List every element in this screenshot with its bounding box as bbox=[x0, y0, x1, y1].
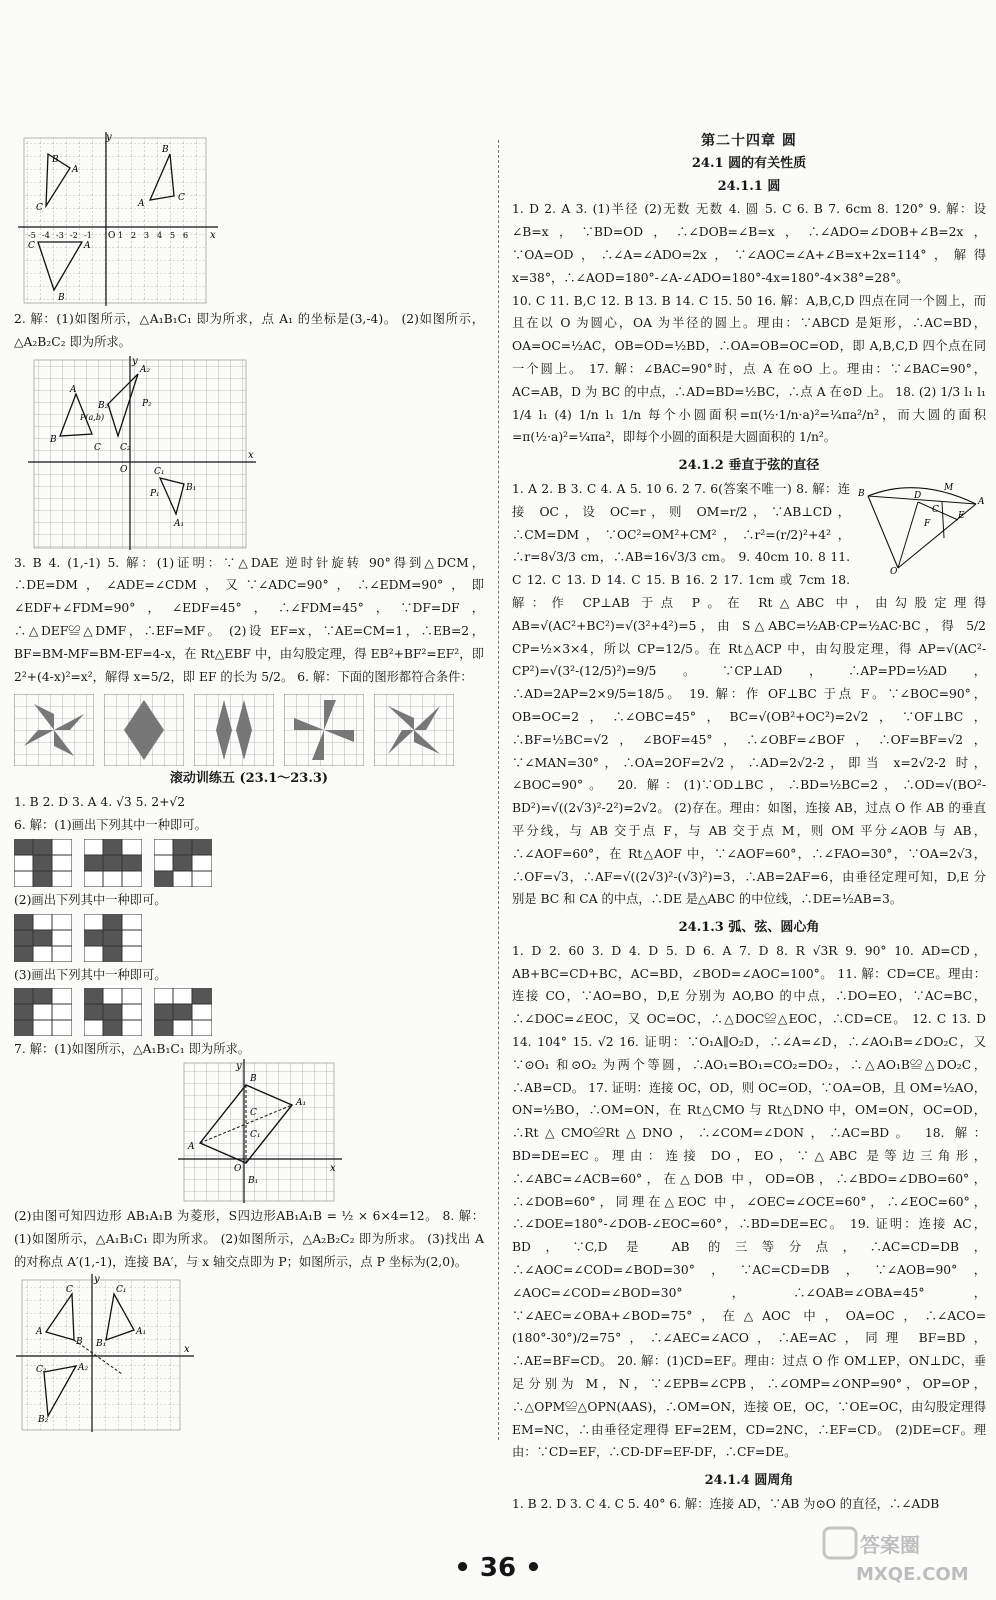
point-label: C bbox=[250, 1108, 257, 1119]
chapter-title: 第二十四章 圆 bbox=[701, 133, 797, 149]
pattern-5 bbox=[374, 694, 454, 766]
point-label: M bbox=[944, 482, 954, 493]
point-label: B₂ bbox=[38, 1414, 49, 1425]
gundong-answer-6-3: (3)画出下列其中一种即可。 bbox=[14, 967, 167, 982]
axis-y: y bbox=[94, 1273, 100, 1285]
block-figure bbox=[14, 988, 72, 1036]
tick: -2 bbox=[70, 231, 78, 240]
axis-x: x bbox=[184, 1343, 190, 1355]
block-figure bbox=[154, 839, 212, 887]
tick: 2 bbox=[131, 231, 137, 240]
pattern-1 bbox=[14, 694, 94, 766]
coordinate-grid-figure-3 bbox=[14, 1059, 484, 1205]
point-label: C bbox=[178, 193, 185, 203]
pattern-4 bbox=[284, 694, 364, 766]
point-label: C bbox=[28, 241, 35, 251]
axis-y: y bbox=[106, 132, 112, 143]
answers-24-1-2: 1. A 2. B 3. C 4. A 5. 10 6. 2 7. 6(答案不唯一) 8. 解：连接 OC，设 OC=r，则 OM=r/2，∵AB⊥CD，∴CM=DM，∵OC²=OM²+CM²，∴r²=(r/2)²+4²，∴r=8√3/3 cm，∴AB=16√3/3 cm。 9. 40cm 10. 8 11. C 12. C 13. D 14. C 15. B 16. 2 17. 1cm 或 7cm 18. 解：作 CP⊥AB 于点 P。在 Rt△ABC 中，由勾股定理得 AB=√(AC²+BC²)=√(3²+4²)=5，由 S△ABC=½AB·CP=½AC·BC，得 5/2 CP=½×3×4，所以 CP=12/5。在 Rt△ACP 中，由勾股定理，得 AP=√(AC²-CP²)=√(3²-(12/5)²)=9/5。∵CP⊥AD，∴AP=PD=½AD，∴AD=2AP=2×9/5=18/5。 19. 解：作 OF⊥BC 于点 F。∵∠BOC=90°，OB=OC=2，∴∠OBC=45°，BC=√(OB²+OC²)=2√2，∵OF⊥BC，∴BF=½BC=√2，∠BOF=45°，∴∠OBF=∠BOF，∴OF=BF=√2，∵∠MAN=30°，∴OA=2OF=2√2，∴AD=2√2-2，即当 x=2√2-2 时，∠BOC=90°。 20. 解：(1)∵OD⊥BC，∴BD=½BC=2，∴OD=√(BO²-BD²)=√((2√3)²-2²)=2√2。 (2)存在。理由：如图，连接 AB，过点 O 作 AB 的垂直平分线，与 AB 交于点 F，与 AB 交于点 M，则 OM 平分∠AOB 与 AB，∴∠AOF=60°，在 Rt△AOF 中，∵∠AOF=60°，∴∠FAO=30°，∵OA=2√3，∴OF=√3，∴AF=√((2√3)²-(√3)²)=3，∴AB=2AF=6，由垂径定理可知，D,E 分别是 BC 和 CA 的中点，∴DE 是△ABC 的中位线，∴DE=½AB=3。 bbox=[512, 481, 986, 907]
point-label: A bbox=[72, 165, 79, 175]
block-figure bbox=[14, 839, 72, 887]
tick: -3 bbox=[56, 231, 64, 240]
point-label: P₁ bbox=[150, 488, 160, 499]
section-title-24-1: 24.1 圆的有关性质 bbox=[691, 155, 807, 171]
point-label: A bbox=[138, 199, 145, 209]
axis-x: x bbox=[330, 1163, 336, 1175]
point-label: P₂ bbox=[142, 398, 152, 409]
axis-y: y bbox=[132, 355, 138, 367]
point-label: B bbox=[162, 145, 169, 155]
tick: 4 bbox=[157, 231, 163, 240]
point-label: O bbox=[890, 566, 898, 574]
point-label: B bbox=[858, 488, 865, 499]
point-label: C₁ bbox=[250, 1130, 261, 1141]
gundong-answer-7: 7. 解：(1)如图所示，△A₁B₁C₁ 即为所求。 bbox=[14, 1042, 251, 1057]
block-figures-2 bbox=[14, 914, 484, 962]
point-label: A bbox=[978, 496, 985, 507]
axis-x: x bbox=[248, 449, 254, 461]
block-figure bbox=[84, 839, 142, 887]
answers-24-1-1-b: 10. C 11. B,C 12. B 13. B 14. C 15. 50 16. 解：A,B,C,D 四点在同一个圆上，而且在以 O 为圆心，OA 为半径的圆上。理由：∵ABCD 是矩形，∴AC=BD，OA=OC=½AC，OB=OD=½BD，∴OA=OB=OC=OD，即 A,B,C,D 四个点在同一个圆上。 17. 解：∠BAC=90°时，点 A 在⊙O 上。理由：∵∠BAC=90°，AC=AB，D 为 BC 的中点，∴AD=BD=½BC，∴点 A 在⊙D 上。 18. (2) 1/3 l₁ l₁ 1/4 l₁ (4) 1/n l₁ 1/n 每个小圆面积=π(½·1/n·a)²=¼πa²/n²，而大圆的面积=π(½·a)²=¼πa²，即每个小圆的面积是大圆面积的 1/n²。 bbox=[512, 293, 986, 445]
tick: 5 bbox=[170, 231, 176, 240]
section-title-gundong: 滚动训练五 (23.1～23.3) bbox=[169, 771, 329, 787]
tick: 1 bbox=[118, 231, 124, 240]
answers-24-1-2-wrap bbox=[512, 478, 986, 911]
point-label: B bbox=[76, 1336, 83, 1347]
axis-origin: O bbox=[108, 231, 116, 241]
point-label: C bbox=[36, 203, 43, 213]
section-title-24-1-2: 24.1.2 垂直于弦的直径 bbox=[678, 458, 820, 474]
point-label: A bbox=[70, 384, 77, 395]
circle-sector-figure bbox=[858, 482, 986, 574]
watermark-logo bbox=[820, 1524, 970, 1586]
point-label: B bbox=[58, 293, 65, 303]
page-number: • 36 • bbox=[454, 1553, 542, 1583]
point-label: B₁ bbox=[186, 482, 197, 493]
point-label: A₂ bbox=[78, 1362, 89, 1373]
point-label: B bbox=[52, 155, 59, 165]
pattern-2 bbox=[104, 694, 184, 766]
tick: -1 bbox=[84, 231, 92, 240]
point-label: F bbox=[924, 518, 931, 529]
point-label: A bbox=[36, 1326, 43, 1337]
point-label: P(a,b) bbox=[80, 412, 105, 422]
gundong-answer-6-1: 6. 解：(1)画出下列其中一种即可。 bbox=[14, 817, 207, 832]
point-label: C bbox=[932, 504, 939, 515]
point-label: A bbox=[188, 1142, 195, 1153]
point-label: C bbox=[94, 442, 101, 453]
pattern-3 bbox=[194, 694, 274, 766]
block-figure bbox=[84, 914, 142, 962]
left-column bbox=[14, 130, 484, 1434]
point-label: A bbox=[84, 241, 91, 251]
watermark-url: MXQE.COM bbox=[856, 1564, 969, 1585]
point-label: A₁ bbox=[136, 1326, 147, 1337]
gundong-answer-7-8: (2)由图可知四边形 AB₁A₁B 为菱形，S四边形AB₁A₁B = ½ × 6×4=12。 8. 解：(1)如图所示，△A₁B₁C₁ 即为所求。 (2)如图所示，△A₂B₂C₂ 即为所求。 (3)找出 A 的对称点 A′(1,-1)，连接 BA′，与 x 轴交点即为 P；如图所示，点 P 坐标为(2,0)。 bbox=[14, 1209, 484, 1269]
coordinate-grid-figure-1 bbox=[14, 130, 224, 308]
watermark-text: 答案圈 bbox=[860, 1533, 920, 1557]
tick: 3 bbox=[144, 231, 150, 240]
point-label: A₂ bbox=[140, 364, 151, 375]
right-column bbox=[512, 130, 986, 1516]
point-label: E bbox=[958, 510, 965, 521]
answer-2: 2. 解：(1)如图所示，△A₁B₁C₁ 即为所求，点 A₁ 的坐标是(3,-4)。 (2)如图所示，△A₂B₂C₂ 即为所求。 bbox=[14, 312, 484, 349]
coordinate-grid-figure-4 bbox=[14, 1274, 214, 1434]
point-label: B bbox=[250, 1074, 257, 1085]
answers-24-1-3: 1. D 2. 60 3. D 4. D 5. D 6. A 7. D 8. R √3R 9. 90° 10. AD=CD，AB+BC=CD+BC，AC=BD，∠BOD=∠AOC=100°。 11. 解：CD=CE。理由：连接 CO，∵AO=BO，D,E 分别为 AO,BO 的中点，∴DO=EO，∵AC=BC，∴∠DOC=∠EOC，又 OC=OC，∴△DOC≌△EOC，∴CD=CE。 12. C 13. D 14. 104° 15. √2 16. 证明：∵O₁A∥O₂D，∴∠A=∠D，∴∠AO₁B=∠DO₂C，又∵⊙O₁ 和⊙O₂ 为两个等圆，∴AO₁=BO₁=CO₂=DO₂，∴△AO₁B≌△DO₂C，∴AB=CD。 17. 证明：连接 OC，OD，则 OC=OD，∵OA=OB，且 OM=½AO，ON=½BO，∴OM=ON，在 Rt△CMO 与 Rt△DNO 中，OM=ON，OC=OD，∴Rt△CMO≌Rt△DNO，∴∠COM=∠DON，∴AC=BD。 18. 解：BD=DE=EC。理由：连接 DO，EO，∵△ABC 是等边三角形，∴∠ABC=∠ACB=60°，在△DOB 中，OD=OB，∴∠BDO=∠DBO=60°，∴∠DOB=60°，同理在△EOC 中，∠OEC=∠OCE=60°，∴∠EOC=60°，∴∠DOE=180°-∠DOB-∠EOC=60°，∴BD=DE=EC。 19. 证明：连接 AC，BD，∵C,D 是 AB 的三等分点，∴AC=CD=DB，∴∠AOC=∠COD=∠BOD=30°，∵AC=CD=DB，∵∠AOB=90°，∠AOC=∠COD=∠BOD=30°，∴∠OAB=∠OBA=45°，∵∠AEC=∠OBA+∠BOD=75°，在△AOC 中，OA=OC，∴∠ACO=(180°-30°)/2=75°，∴∠AEC=∠ACO，∴AE=AC，同理 BF=BD，∴AE=BF=CD。 20. 解：(1)CD=EF。理由：过点 O 作 OM⊥EP，ON⊥DC，垂足分别为 M，N，∵∠EPB=∠CPB，∴∠OMP=∠ONP=90°，OP=OP，∴△OPM≌△OPN(AAS)，∴OM=ON，连接 OE，OC，∵OE=OC，由勾股定理得 EM=NC，∴由垂径定理得 EF=2EM，CD=2NC，∴EF=CD。 (2)DE=CF。理由：∵CD=EF，∴CD-DF=EF-DF，∴CF=DE。 bbox=[512, 943, 986, 1460]
point-label: A₁ bbox=[296, 1098, 307, 1109]
point-label: C bbox=[66, 1284, 73, 1295]
axis-y: y bbox=[236, 1061, 242, 1073]
point-label: B₁ bbox=[96, 1338, 107, 1349]
point-label: B₁ bbox=[248, 1176, 259, 1187]
point-label: C₂ bbox=[36, 1364, 47, 1375]
axis-origin: O bbox=[234, 1164, 242, 1175]
block-figures-1 bbox=[14, 839, 484, 887]
tick: 6 bbox=[183, 231, 189, 240]
point-label: C₂ bbox=[120, 442, 131, 453]
answers-24-1-1-a: 1. D 2. A 3. (1)半径 (2)无数 无数 4. 圆 5. C 6. B 7. 6cm 8. 120° 9. 解：设∠B=x，∵BD=OD，∴∠DOB=∠B=x，∴∠ADO=∠DOB+∠B=2x，∵OA=OD，∴∠A=∠ADO=2x，∵∠AOC=∠A+∠B=x+2x=114°，解得 x=38°，∴∠AOD=180°-∠A-∠ADO=180°-4x=180°-4×38°=28°。 bbox=[512, 202, 986, 285]
tick: -5 bbox=[28, 231, 36, 240]
gundong-answers-1-5: 1. B 2. D 3. A 4. √3 5. 2+√2 bbox=[14, 795, 186, 810]
point-label: C₁ bbox=[154, 466, 165, 477]
section-title-24-1-3: 24.1.3 弧、弦、圆心角 bbox=[678, 920, 820, 936]
point-label: B bbox=[50, 434, 57, 445]
block-figures-3 bbox=[14, 988, 484, 1036]
pattern-figures bbox=[14, 694, 484, 766]
axis-x: x bbox=[210, 230, 216, 241]
tick: -4 bbox=[42, 231, 50, 240]
gundong-answer-6-2: (2)画出下列其中一种即可。 bbox=[14, 892, 167, 907]
point-label: B₂ bbox=[98, 400, 109, 411]
section-title-24-1-1: 24.1.1 圆 bbox=[717, 178, 781, 194]
block-figure bbox=[14, 914, 72, 962]
column-divider bbox=[498, 140, 500, 1440]
point-label: D bbox=[914, 490, 922, 501]
answer-3-6: 3. B 4. (1,-1) 5. 解：(1)证明：∵△DAE 逆时针旋转 90°得到△DCM，∴DE=DM，∠ADE=∠CDM，又∵∠ADC=90°，∴∠EDM=90°，即∠EDF+∠FDM=90°，∠EDF=45°，∴∠FDM=45°，∵DF=DF，∴△DEF≌△DMF，∴EF=MF。 (2)设 EF=x，∵AE=CM=1，∴EB=2，BF=BM-MF=BM-EF=4-x，在 Rt△EBF 中，由勾股定理，得 EB²+BF²=EF²，即 2²+(4-x)²=x²，解得 x=5/2，即 EF 的长为 5/2。 6. 解：下面的图形都符合条件： bbox=[14, 555, 484, 684]
section-title-24-1-4: 24.1.4 圆周角 bbox=[704, 1473, 794, 1489]
point-label: O bbox=[120, 464, 128, 475]
point-label: A₁ bbox=[174, 518, 185, 529]
answers-24-1-4: 1. B 2. D 3. C 4. C 5. 40° 6. 解：连接 AD，∵AB 为⊙O 的直径，∴∠ADB bbox=[512, 1497, 940, 1512]
block-figure bbox=[154, 988, 212, 1036]
block-figure bbox=[84, 988, 142, 1036]
point-label: C₁ bbox=[116, 1284, 127, 1295]
coordinate-grid-figure-2 bbox=[14, 354, 264, 552]
